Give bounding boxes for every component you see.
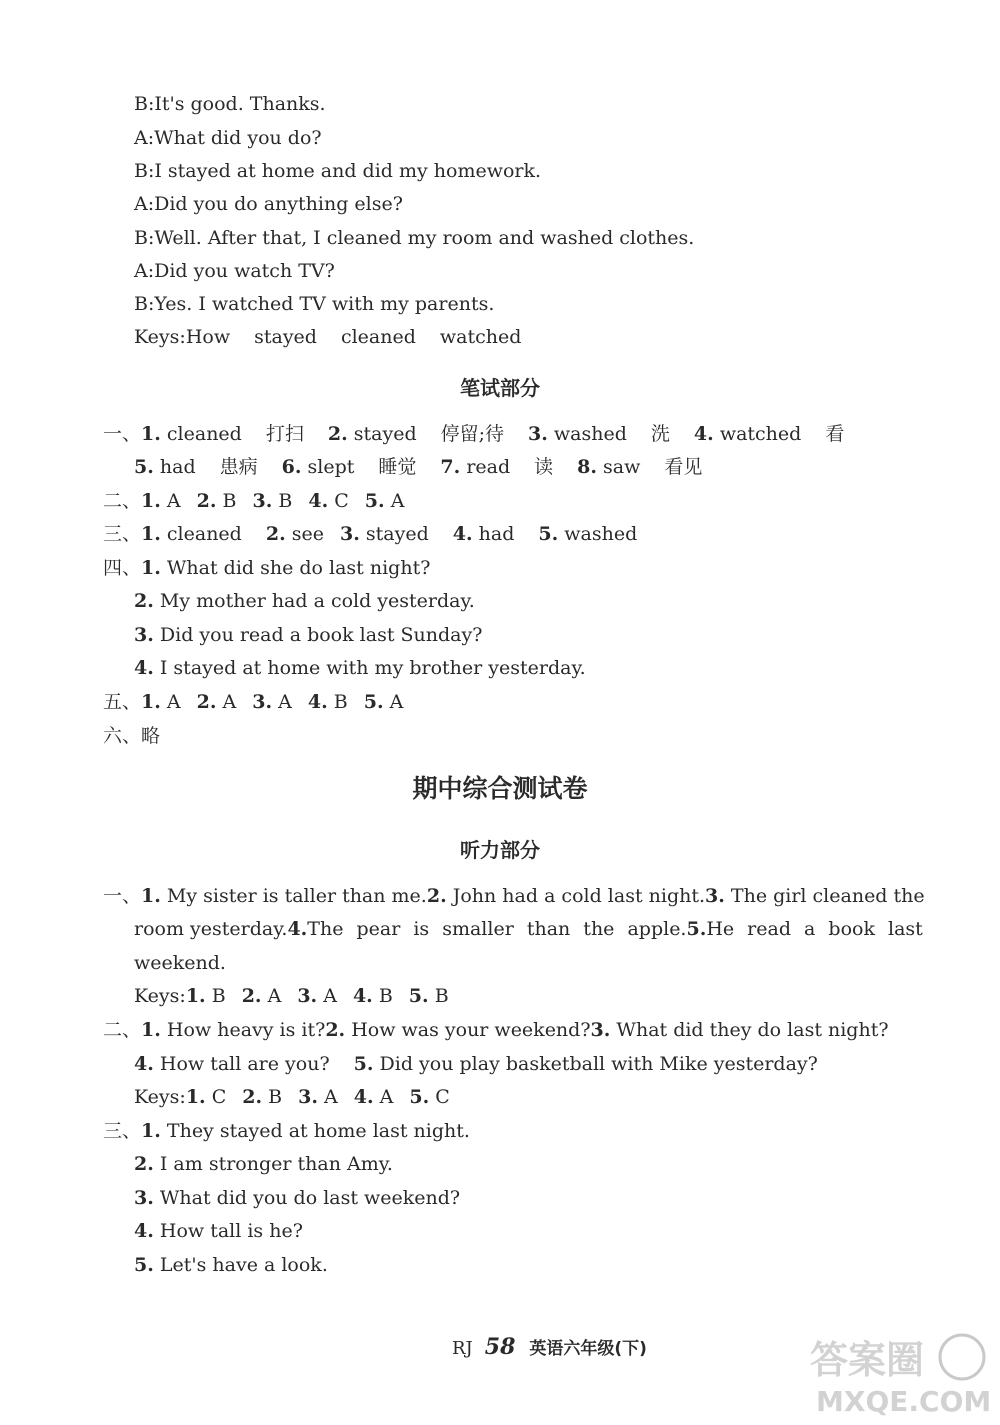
script-sentence: What did you do last weekend? (159, 1187, 461, 1209)
answer-meaning: 睡觉 (378, 456, 417, 478)
answer-letter: A (166, 691, 181, 713)
item-number: 2. (196, 490, 217, 512)
item-number: 2. (134, 590, 154, 612)
question-1-row-2 (134, 455, 702, 479)
item-number: 3. (298, 1086, 318, 1108)
answer-word: read (466, 456, 511, 478)
listening-item (591, 1018, 889, 1042)
item-number: 2. (196, 691, 217, 713)
answer-letter: C (334, 490, 349, 512)
answer-word: washed (553, 423, 627, 445)
answer-word: washed (564, 523, 638, 545)
watermark-logo (802, 1329, 992, 1419)
script-sentence: Let's have a look. (159, 1254, 328, 1276)
question-4-item (103, 556, 430, 580)
script-sentence: They stayed at home last night. (166, 1120, 470, 1142)
subject-label: 英语六年级(下) (529, 1339, 647, 1359)
watermark-text: 答案圈 (810, 1338, 925, 1382)
listening-q2-line-2 (134, 1052, 818, 1076)
listening-item (427, 884, 705, 908)
dialogue-line: B:Yes. I watched TV with my parents. (134, 293, 495, 315)
answer-sentence: I stayed at home with my brother yesterday. (159, 657, 586, 679)
question-prefix: 三、 (103, 523, 142, 545)
item-number: 1. (141, 1120, 161, 1142)
key-word: stayed (254, 326, 317, 348)
item-number: 1. (185, 985, 206, 1007)
section-heading-listening: 听力部分 (460, 838, 540, 862)
answer-meaning: 读 (534, 456, 554, 478)
listening-q1-line-2 (134, 917, 923, 941)
item-number: 3. (134, 624, 154, 646)
watermark-url: MXQE.COM (816, 1385, 992, 1418)
answer-letter: B (378, 985, 393, 1007)
item-number: 3. (134, 1187, 154, 1209)
script-sentence: Did you play basketball with Mike yesterday? (379, 1053, 818, 1075)
question-prefix: 一、 (103, 885, 142, 907)
item-number: 2. (327, 423, 348, 445)
listening-item (103, 884, 427, 908)
item-number: 5. (134, 1254, 154, 1276)
question-2-answers (103, 489, 404, 513)
listening-q3-item (134, 1186, 460, 1210)
item-number: 4. (452, 523, 473, 545)
answer-letter: B (278, 490, 293, 512)
answer-letter: A (166, 490, 181, 512)
item-number: 2. (242, 1086, 263, 1108)
item-number: 4. (308, 490, 329, 512)
item-number: 1. (141, 691, 161, 713)
key-word: cleaned (340, 326, 416, 348)
item-number: 7. (440, 456, 461, 478)
answer-letter: B (211, 985, 226, 1007)
script-sentence: room yesterday. (134, 918, 288, 940)
item-number: 1. (141, 490, 161, 512)
page-footer (452, 1334, 647, 1360)
listening-q1-keys (134, 984, 449, 1008)
item-number: 1. (141, 423, 161, 445)
listening-item (103, 1018, 325, 1042)
question-prefix: 二、 (103, 1019, 142, 1041)
script-sentence: How tall is he? (159, 1220, 303, 1242)
answer-letter: A (323, 985, 337, 1007)
item-number: 3. (528, 423, 548, 445)
item-number: 3. (590, 1019, 611, 1041)
answer-word: cleaned (166, 523, 242, 545)
item-number: 5. (363, 691, 384, 713)
answer-letter: A (278, 691, 292, 713)
item-number: 4. (353, 1086, 374, 1108)
item-number: 2. (426, 885, 447, 907)
keys-label: Keys: (134, 326, 186, 348)
answer-word: cleaned (166, 423, 242, 445)
listening-q1-line-3: weekend. (134, 952, 226, 974)
item-number: 1. (185, 1086, 206, 1108)
answer-letter: A (389, 691, 404, 713)
answer-word: saw (603, 456, 641, 478)
answer-letter: A (222, 691, 237, 713)
section-heading-written: 笔试部分 (460, 376, 540, 400)
listening-q2-line-1 (103, 1018, 889, 1042)
item-number: 2. (325, 1019, 346, 1041)
answer-sentence: What did she do last night? (166, 557, 431, 579)
item-number: 5. (409, 1086, 430, 1108)
edition-code: RJ (452, 1338, 473, 1359)
listening-item (325, 1018, 590, 1042)
listening-q1-line-1 (103, 884, 925, 908)
key-word: How (185, 326, 231, 348)
script-sentence: How tall are you? (159, 1053, 330, 1075)
script-sentence: John had a cold last night. (452, 885, 706, 907)
dialogue-line: A:Did you watch TV? (134, 260, 335, 282)
item-number: 2. (134, 1153, 154, 1175)
page-number: 58 (484, 1334, 516, 1360)
question-1-row-1 (103, 422, 844, 446)
item-number: 5. (134, 456, 154, 478)
listening-q2-keys (134, 1085, 450, 1109)
keys-label: Keys: (134, 1086, 186, 1108)
answer-letter: B (434, 985, 449, 1007)
item-number: 5. (686, 918, 707, 940)
script-sentence: I am stronger than Amy. (159, 1153, 393, 1175)
item-number: 4. (134, 657, 154, 679)
answer-meaning: 患病 (219, 456, 258, 478)
answer-text: 略 (141, 725, 161, 747)
answer-word: watched (719, 423, 802, 445)
script-sentence: What did they do last night? (616, 1019, 889, 1041)
listening-q3-item (134, 1219, 303, 1243)
item-number: 5. (408, 985, 429, 1007)
item-number: 4. (307, 691, 328, 713)
answer-word: see (291, 523, 324, 545)
answer-meaning: 看 (825, 423, 845, 445)
answer-letter: B (268, 1086, 283, 1108)
item-number: 5. (538, 523, 559, 545)
item-number: 1. (141, 523, 161, 545)
answer-sentence: My mother had a cold yesterday. (159, 590, 475, 612)
question-prefix: 五、 (103, 691, 142, 713)
answer-letter: C (211, 1086, 227, 1108)
item-number: 1. (141, 557, 161, 579)
answer-word: had (478, 523, 515, 545)
item-number: 4. (287, 918, 308, 940)
question-prefix: 一、 (103, 423, 142, 445)
answer-word: slept (307, 456, 355, 478)
item-number: 1. (141, 1019, 161, 1041)
question-4-item (134, 589, 475, 613)
answer-meaning: 看见 (664, 456, 703, 478)
answer-letter: C (435, 1086, 450, 1108)
key-word: watched (439, 326, 522, 348)
answer-letter: A (324, 1086, 338, 1108)
dialogue-line: B:I stayed at home and did my homework. (134, 160, 542, 182)
dialogue-line: A:Did you do anything else? (134, 193, 403, 215)
answer-sentence: Did you read a book last Sunday? (159, 624, 483, 646)
script-sentence: The girl cleaned the (730, 885, 925, 907)
script-sentence: My sister is taller than me. (166, 885, 427, 907)
dialogue-line: B:It's good. Thanks. (134, 93, 326, 115)
item-number: 3. (252, 490, 273, 512)
answer-word: stayed (365, 523, 429, 545)
question-5-answers (103, 690, 403, 714)
answer-letter: B (333, 691, 348, 713)
script-sentence: How was your weekend? (351, 1019, 591, 1041)
question-6-answer (103, 724, 160, 748)
answer-meaning: 洗 (650, 423, 670, 445)
question-4-item (134, 656, 586, 680)
question-prefix: 三、 (103, 1120, 142, 1142)
question-3-answers (103, 522, 637, 546)
listening-q3-item (103, 1119, 470, 1143)
answer-letter: A (379, 1086, 394, 1108)
item-number: 4. (134, 1220, 154, 1242)
item-number: 2. (241, 985, 262, 1007)
item-number: 2. (265, 523, 286, 545)
keys-label: Keys: (134, 985, 186, 1007)
item-number: 3. (705, 885, 725, 907)
keys-line (134, 325, 521, 349)
question-prefix: 四、 (103, 557, 142, 579)
dialogue-line: B:Well. After that, I cleaned my room and washed clothes. (134, 227, 695, 249)
item-number: 3. (339, 523, 360, 545)
answer-letter: A (267, 985, 282, 1007)
script-sentence: The pear is smaller than the apple. (307, 918, 687, 940)
item-number: 5. (364, 490, 385, 512)
listening-q3-item (134, 1152, 393, 1176)
dialogue-line: A:What did you do? (134, 127, 322, 149)
question-4-item (134, 623, 482, 647)
answer-word: had (159, 456, 196, 478)
listening-item (705, 884, 925, 908)
question-prefix: 二、 (103, 490, 142, 512)
question-prefix: 六、 (103, 725, 142, 747)
item-number: 3. (297, 985, 318, 1007)
answer-letter: A (390, 490, 405, 512)
answer-word: stayed (353, 423, 417, 445)
midterm-title: 期中综合测试卷 (412, 774, 588, 803)
answer-meaning: 打扫 (265, 423, 304, 445)
script-sentence: He read a book last (706, 918, 923, 940)
item-number: 3. (252, 691, 273, 713)
item-number: 6. (281, 456, 302, 478)
script-sentence: How heavy is it? (166, 1019, 326, 1041)
item-number: 1. (141, 885, 161, 907)
item-number: 4. (134, 1053, 154, 1075)
item-number: 4. (693, 423, 714, 445)
answer-letter: B (222, 490, 237, 512)
answer-meaning: 停留;待 (440, 423, 505, 445)
watermark-circle (940, 1335, 984, 1379)
listening-q3-item (134, 1253, 328, 1277)
item-number: 4. (352, 985, 373, 1007)
item-number: 8. (577, 456, 597, 478)
item-number: 5. (353, 1053, 374, 1075)
